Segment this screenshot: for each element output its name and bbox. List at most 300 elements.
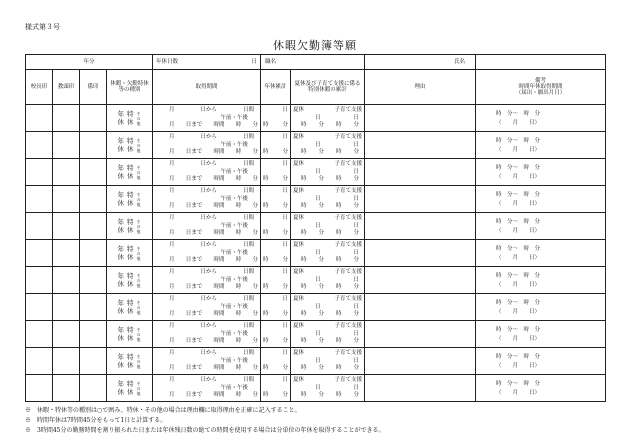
type-annual[interactable] (118, 137, 125, 153)
total-day: 日 (282, 323, 289, 329)
summer-label: 夏休 (293, 161, 305, 167)
vice-principal-seal-cell[interactable] (53, 321, 80, 348)
annual-total-cell[interactable] (261, 159, 291, 186)
type-annual-1: 年 (117, 245, 124, 253)
type-other[interactable]: その他 (136, 380, 141, 396)
hours-label: 時間 (213, 284, 225, 290)
type-special[interactable] (127, 380, 134, 396)
clerk-seal-cell[interactable] (80, 321, 107, 348)
type-special[interactable] (127, 164, 134, 180)
annual-total-cell[interactable] (261, 348, 291, 375)
type-annual[interactable] (118, 272, 125, 288)
month-to: 月 (169, 365, 175, 371)
total-day: 日 (282, 296, 289, 302)
remarks-title: 備考 (535, 78, 547, 84)
period-cell[interactable] (153, 348, 261, 375)
period-cell[interactable] (153, 294, 261, 321)
clerk-seal-cell[interactable] (80, 348, 107, 375)
day-from: 日から (200, 323, 218, 329)
days-label: 日間 (242, 242, 254, 248)
remark-time-range: 時 分～ 時 分 (496, 299, 541, 306)
remark-date: （ 月 日） (496, 119, 541, 126)
remarks-cell[interactable] (476, 294, 606, 321)
hours-label: 時間 (213, 338, 225, 344)
type-annual-2: 休 (117, 307, 124, 315)
remarks-cell[interactable] (476, 132, 606, 159)
type-other[interactable]: その他 (136, 164, 141, 180)
type-annual-1: 年 (117, 299, 124, 307)
am-pm: 午前・午後 (220, 141, 249, 148)
vice-principal-seal-cell[interactable] (53, 267, 80, 294)
type-cell[interactable] (107, 213, 153, 240)
special-minute-2: 分 (353, 284, 360, 290)
vice-principal-seal-cell[interactable] (53, 213, 80, 240)
reason-cell[interactable] (365, 213, 476, 240)
day-unit: 日 (251, 59, 258, 65)
days-label: 日間 (242, 323, 254, 329)
special-hour-2: 時 (336, 122, 342, 128)
principal-seal-cell[interactable] (26, 321, 53, 348)
annual-total-cell[interactable] (261, 294, 291, 321)
principal-seal-cell[interactable] (26, 240, 53, 267)
column-header-row (26, 70, 606, 105)
position-cell[interactable] (261, 55, 365, 70)
vice-principal-seal-cell[interactable] (53, 294, 80, 321)
type-cell[interactable] (107, 105, 153, 132)
hours-label: 時間 (213, 203, 225, 209)
clerk-seal-cell[interactable] (80, 213, 107, 240)
summer-label: 夏休 (293, 242, 305, 248)
type-annual-1: 年 (117, 272, 124, 280)
leave-table (25, 54, 606, 402)
principal-seal-cell[interactable] (26, 213, 53, 240)
days-label: 日間 (242, 377, 254, 383)
principal-seal-cell[interactable] (26, 267, 53, 294)
type-annual[interactable] (118, 218, 125, 234)
type-annual-2: 休 (117, 361, 124, 369)
type-special-1: 特 (127, 245, 134, 253)
col-type (107, 70, 153, 105)
remarks-cell[interactable] (476, 105, 606, 132)
type-annual[interactable] (118, 299, 125, 315)
hour-label: 時 (235, 203, 242, 209)
period-cell[interactable] (153, 132, 261, 159)
special-day-1: 日 (315, 222, 321, 229)
clerk-seal-cell[interactable] (80, 105, 107, 132)
col-special-leave-label: 夏休及び子育て支援に係る特別休暇の累計 (294, 81, 361, 93)
period-cell[interactable] (153, 213, 261, 240)
type-other[interactable]: その他 (136, 299, 141, 315)
month-from: 月 (169, 107, 175, 113)
type-special-2: 休 (127, 307, 134, 315)
remark-time-range: 時 分～ 時 分 (496, 137, 541, 144)
special-leave-cell[interactable] (291, 267, 365, 294)
am-pm: 午前・午後 (220, 330, 249, 337)
type-annual-2: 休 (117, 226, 124, 234)
type-cell[interactable] (107, 375, 153, 402)
special-leave-cell[interactable] (291, 159, 365, 186)
day-to: 日まで (185, 365, 203, 371)
remarks-cell[interactable] (476, 240, 606, 267)
clerk-seal-cell[interactable] (80, 294, 107, 321)
type-special[interactable] (127, 245, 134, 261)
remarks-cell[interactable] (476, 159, 606, 186)
annual-days-cell[interactable] (153, 55, 261, 70)
total-minute: 分 (282, 284, 289, 290)
remarks-cell[interactable] (476, 348, 606, 375)
special-leave-cell[interactable] (291, 240, 365, 267)
remarks-cell[interactable] (476, 213, 606, 240)
childcare-label: 子育て支援 (334, 161, 363, 167)
notes (25, 406, 384, 436)
childcare-label: 子育て支援 (334, 350, 363, 356)
am-pm: 午前・午後 (220, 222, 249, 229)
remarks-cell[interactable] (476, 186, 606, 213)
days-label: 日間 (242, 296, 254, 302)
special-minute-2: 分 (353, 122, 360, 128)
special-hour-2: 時 (336, 365, 342, 371)
type-annual-1: 年 (117, 218, 124, 226)
special-leave-cell[interactable] (291, 186, 365, 213)
type-annual[interactable] (118, 191, 125, 207)
special-day-1: 日 (315, 168, 321, 175)
minute-label: 分 (252, 338, 258, 344)
day-to: 日まで (185, 203, 203, 209)
minute-label: 分 (252, 203, 258, 209)
name-cell[interactable] (365, 55, 476, 70)
special-leave-cell[interactable] (291, 105, 365, 132)
minute-label: 分 (252, 311, 258, 317)
type-cell[interactable] (107, 240, 153, 267)
total-hour: 時 (263, 338, 269, 344)
remarks-cell[interactable] (476, 321, 606, 348)
table-row (26, 132, 606, 159)
type-other[interactable]: その他 (136, 353, 141, 369)
type-special[interactable] (127, 218, 134, 234)
month-to: 月 (169, 122, 175, 128)
type-special[interactable] (127, 137, 134, 153)
special-day-2: 日 (353, 249, 360, 256)
day-from: 日から (200, 269, 218, 275)
type-cell[interactable] (107, 321, 153, 348)
special-minute-1: 分 (318, 338, 325, 344)
special-leave-cell[interactable] (291, 348, 365, 375)
special-hour-1: 時 (301, 365, 307, 371)
type-annual-2: 休 (117, 253, 124, 261)
am-pm: 午前・午後 (220, 384, 249, 391)
remarks-cell[interactable] (476, 375, 606, 402)
month-from: 月 (169, 323, 175, 329)
month-from: 月 (169, 350, 175, 356)
reason-cell[interactable] (365, 186, 476, 213)
vice-principal-seal-cell[interactable] (53, 375, 80, 402)
type-annual[interactable] (118, 380, 125, 396)
clerk-seal-cell[interactable] (80, 186, 107, 213)
type-other[interactable]: その他 (136, 191, 141, 207)
special-minute-1: 分 (318, 230, 325, 236)
type-annual[interactable] (118, 110, 125, 126)
total-minute: 分 (282, 311, 289, 317)
special-minute-1: 分 (318, 392, 325, 398)
type-special-2: 休 (127, 145, 134, 153)
clerk-seal-cell[interactable] (80, 132, 107, 159)
type-special-1: 特 (127, 272, 134, 280)
special-minute-2: 分 (353, 203, 360, 209)
reason-cell[interactable] (365, 159, 476, 186)
days-label: 日間 (242, 107, 254, 113)
clerk-seal-cell[interactable] (80, 159, 107, 186)
hours-label: 時間 (213, 122, 225, 128)
type-special[interactable] (127, 110, 134, 126)
type-other[interactable]: その他 (136, 272, 141, 288)
special-day-1: 日 (315, 330, 321, 337)
month-from: 月 (169, 161, 175, 167)
day-to: 日まで (185, 230, 203, 236)
reason-cell[interactable] (365, 105, 476, 132)
period-cell[interactable] (153, 105, 261, 132)
table-row (26, 159, 606, 186)
special-leave-cell[interactable] (291, 321, 365, 348)
type-other[interactable]: その他 (136, 326, 141, 342)
principal-seal-cell[interactable] (26, 294, 53, 321)
special-hour-2: 時 (336, 257, 342, 263)
note-1: ※ 休暇・特休等の種別は○で囲み、特休・その他の場合は理由欄に取得理由を正確に記入すること。 (25, 407, 301, 414)
period-cell[interactable] (153, 375, 261, 402)
annual-total-cell[interactable] (261, 105, 291, 132)
period-cell[interactable] (153, 159, 261, 186)
total-day: 日 (282, 269, 289, 275)
special-hour-2: 時 (336, 149, 342, 155)
reason-cell[interactable] (365, 348, 476, 375)
type-cell[interactable] (107, 348, 153, 375)
remark-time-range: 時 分～ 時 分 (496, 110, 541, 117)
total-minute: 分 (282, 149, 289, 155)
hour-label: 時 (235, 311, 242, 317)
total-minute: 分 (282, 230, 289, 236)
remark-time-range: 時 分～ 時 分 (496, 326, 541, 333)
childcare-label: 子育て支援 (334, 323, 363, 329)
reason-cell[interactable] (365, 321, 476, 348)
special-hour-1: 時 (301, 338, 307, 344)
hours-label: 時間 (213, 230, 225, 236)
total-hour: 時 (263, 365, 269, 371)
am-pm: 午前・午後 (220, 276, 249, 283)
reason-cell[interactable] (365, 267, 476, 294)
reason-cell[interactable] (365, 240, 476, 267)
hours-label: 時間 (213, 149, 225, 155)
special-minute-2: 分 (353, 257, 360, 263)
year-cell[interactable] (26, 55, 153, 70)
vice-principal-seal-cell[interactable] (53, 186, 80, 213)
special-hour-1: 時 (301, 149, 307, 155)
principal-seal-cell[interactable] (26, 186, 53, 213)
days-label: 日間 (242, 161, 254, 167)
type-special-1: 特 (127, 218, 134, 226)
vice-principal-seal-cell[interactable] (53, 132, 80, 159)
reason-cell[interactable] (365, 132, 476, 159)
special-day-1: 日 (315, 303, 321, 310)
annual-total-cell[interactable] (261, 375, 291, 402)
col-principal-seal: 校長印 (26, 70, 53, 105)
day-to: 日まで (185, 284, 203, 290)
month-from: 月 (169, 296, 175, 302)
period-cell[interactable] (153, 240, 261, 267)
total-minute: 分 (282, 176, 289, 182)
total-hour: 時 (263, 176, 269, 182)
total-day: 日 (282, 161, 289, 167)
principal-seal-cell[interactable] (26, 105, 53, 132)
days-label: 日間 (242, 188, 254, 194)
type-special[interactable] (127, 272, 134, 288)
month-to: 月 (169, 338, 175, 344)
childcare-label: 子育て支援 (334, 296, 363, 302)
hour-label: 時 (235, 338, 242, 344)
type-other[interactable]: その他 (136, 245, 141, 261)
type-special-2: 休 (127, 280, 134, 288)
type-other[interactable]: その他 (136, 218, 141, 234)
special-hour-1: 時 (301, 284, 307, 290)
type-special-1: 特 (127, 164, 134, 172)
special-leave-cell[interactable] (291, 213, 365, 240)
annual-total-cell[interactable] (261, 186, 291, 213)
total-minute: 分 (282, 338, 289, 344)
am-pm: 午前・午後 (220, 195, 249, 202)
summer-label: 夏休 (293, 134, 305, 140)
period-cell[interactable] (153, 321, 261, 348)
month-to: 月 (169, 284, 175, 290)
special-leave-cell[interactable] (291, 132, 365, 159)
col-period: 取得期間 (153, 70, 261, 105)
special-day-2: 日 (353, 141, 360, 148)
reason-cell[interactable] (365, 294, 476, 321)
col-reason: 理由 (365, 70, 476, 105)
type-annual[interactable] (118, 164, 125, 180)
type-annual[interactable] (118, 245, 125, 261)
minute-label: 分 (252, 230, 258, 236)
clerk-seal-cell[interactable] (80, 375, 107, 402)
type-cell[interactable] (107, 267, 153, 294)
hours-label: 時間 (213, 176, 225, 182)
table-row (26, 348, 606, 375)
principal-seal-cell[interactable] (26, 348, 53, 375)
type-other[interactable]: その他 (136, 137, 141, 153)
special-minute-1: 分 (318, 176, 325, 182)
type-cell[interactable] (107, 186, 153, 213)
month-to: 月 (169, 176, 175, 182)
childcare-label: 子育て支援 (334, 269, 363, 275)
remarks-sub: 時間年休取得期間 (518, 84, 563, 90)
total-minute: 分 (282, 392, 289, 398)
minute-label: 分 (252, 122, 258, 128)
special-day-1: 日 (315, 195, 321, 202)
clerk-seal-cell[interactable] (80, 267, 107, 294)
hour-label: 時 (235, 284, 242, 290)
remark-time-range: 時 分～ 時 分 (496, 164, 541, 171)
month-from: 月 (169, 215, 175, 221)
type-annual[interactable] (118, 326, 125, 342)
remark-date: （ 月 日） (496, 173, 541, 180)
type-special-2: 休 (127, 361, 134, 369)
remark-time-range: 時 分～ 時 分 (496, 353, 541, 360)
type-annual-2: 休 (117, 118, 124, 126)
hour-label: 時 (235, 257, 242, 263)
type-special-1: 特 (127, 299, 134, 307)
period-cell[interactable] (153, 267, 261, 294)
type-cell[interactable] (107, 132, 153, 159)
day-to: 日まで (185, 257, 203, 263)
special-hour-2: 時 (336, 311, 342, 317)
special-hour-2: 時 (336, 338, 342, 344)
hour-label: 時 (235, 230, 242, 236)
name-value-cell[interactable] (476, 55, 606, 70)
principal-seal-cell[interactable] (26, 132, 53, 159)
type-annual-1: 年 (117, 191, 124, 199)
month-to: 月 (169, 230, 175, 236)
vice-principal-seal-cell[interactable] (53, 105, 80, 132)
type-special-1: 特 (127, 110, 134, 118)
hours-label: 時間 (213, 257, 225, 263)
days-label: 日間 (242, 269, 254, 275)
annual-total-cell[interactable] (261, 132, 291, 159)
day-from: 日から (200, 215, 218, 221)
summer-label: 夏休 (293, 188, 305, 194)
special-leave-cell[interactable] (291, 294, 365, 321)
type-cell[interactable] (107, 294, 153, 321)
clerk-seal-cell[interactable] (80, 240, 107, 267)
month-from: 月 (169, 188, 175, 194)
special-minute-1: 分 (318, 311, 325, 317)
special-day-2: 日 (353, 222, 360, 229)
type-special[interactable] (127, 191, 134, 207)
type-special-2: 休 (127, 253, 134, 261)
type-special[interactable] (127, 353, 134, 369)
special-minute-2: 分 (353, 311, 360, 317)
type-other[interactable]: その他 (136, 110, 141, 126)
remark-date: （ 月 日） (496, 335, 541, 342)
principal-seal-cell[interactable] (26, 159, 53, 186)
type-special[interactable] (127, 326, 134, 342)
type-annual[interactable] (118, 353, 125, 369)
principal-seal-cell[interactable] (26, 375, 53, 402)
special-hour-2: 時 (336, 284, 342, 290)
period-cell[interactable] (153, 186, 261, 213)
remarks-cell[interactable] (476, 267, 606, 294)
type-annual-1: 年 (117, 380, 124, 388)
special-day-1: 日 (315, 384, 321, 391)
special-leave-cell[interactable] (291, 375, 365, 402)
day-to: 日まで (185, 149, 203, 155)
annual-total-cell[interactable] (261, 267, 291, 294)
vice-principal-seal-cell[interactable] (53, 240, 80, 267)
total-day: 日 (282, 215, 289, 221)
annual-total-cell[interactable] (261, 321, 291, 348)
note-2: ※ 時間年休は7時間45分をもって1日と計算する。 (25, 417, 167, 424)
reason-cell[interactable] (365, 375, 476, 402)
type-cell[interactable] (107, 159, 153, 186)
remark-time-range: 時 分～ 時 分 (496, 191, 541, 198)
vice-principal-seal-cell[interactable] (53, 348, 80, 375)
special-day-1: 日 (315, 276, 321, 283)
childcare-label: 子育て支援 (334, 377, 363, 383)
table-row (26, 375, 606, 402)
type-special[interactable] (127, 299, 134, 315)
annual-total-cell[interactable] (261, 240, 291, 267)
annual-total-cell[interactable] (261, 213, 291, 240)
vice-principal-seal-cell[interactable] (53, 159, 80, 186)
remark-time-range: 時 分～ 時 分 (496, 218, 541, 225)
total-hour: 時 (263, 149, 269, 155)
month-to: 月 (169, 311, 175, 317)
